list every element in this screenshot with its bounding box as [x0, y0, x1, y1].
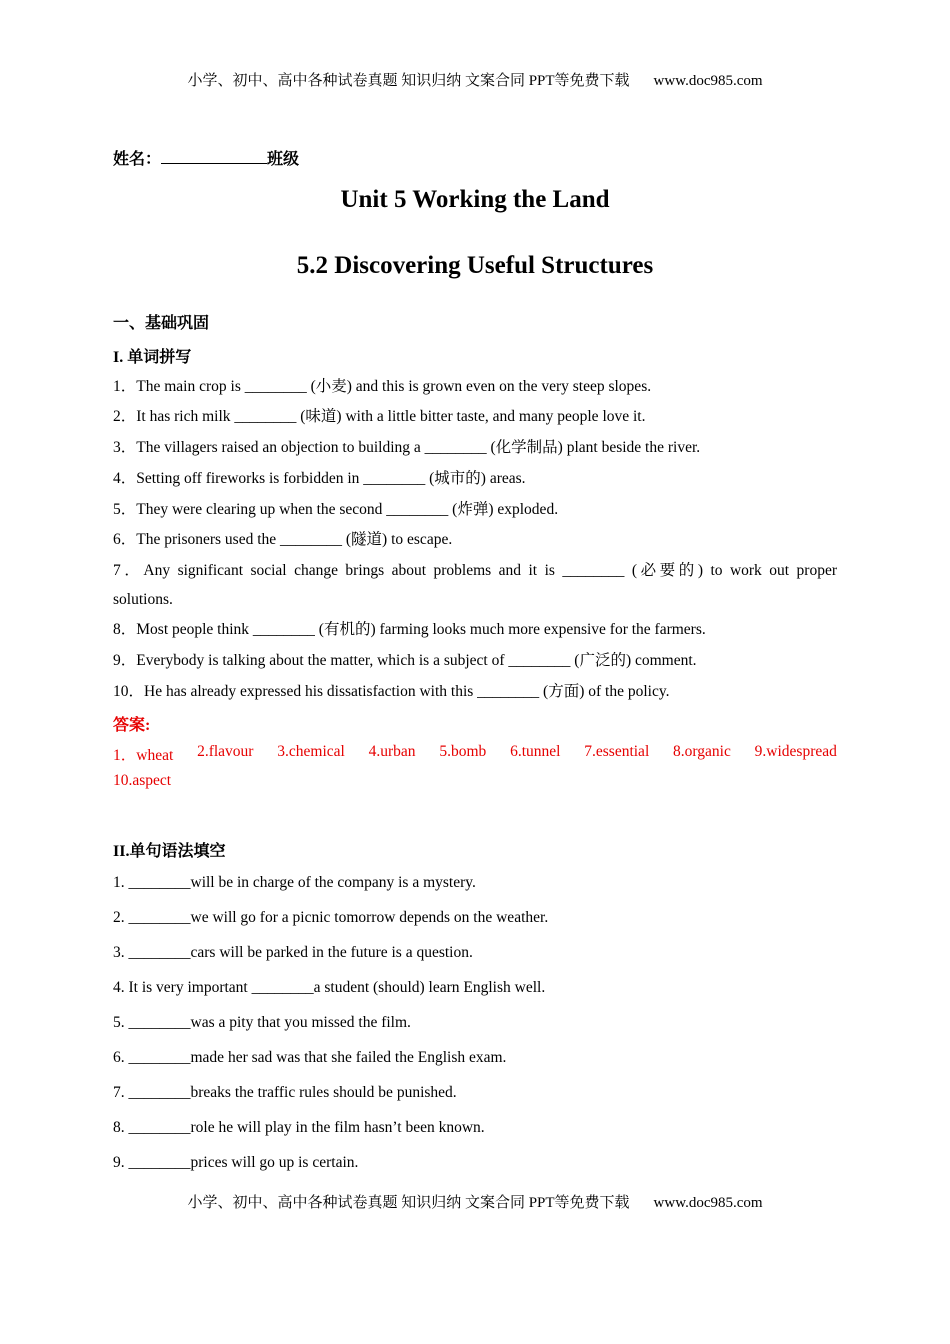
- question-item: 9．Everybody is talking about the matter, which is a subject of ________ (广泛的) comment.: [113, 652, 697, 669]
- question-item: 8．Most people think ________ (有机的) farming looks much more expensive for the farmers.: [113, 621, 706, 638]
- section-heading: 一、基础巩固: [113, 315, 210, 332]
- answer-item: 5.bomb: [439, 743, 487, 760]
- name-class-line: [113, 146, 837, 169]
- answer-item: 7.essential: [584, 743, 650, 760]
- unit-title: Unit 5 Working the Land: [340, 186, 610, 213]
- question-item: 1．The main crop is ________ (小麦) and this is grown even on the very steep slopes.: [113, 378, 652, 395]
- header-site: www.doc985.com: [653, 73, 763, 89]
- answer-item: 2.flavour: [197, 743, 254, 760]
- answer-item: 8.organic: [673, 743, 731, 760]
- question-item: 2．It has rich milk ________ (味道) with a little bitter taste, and many people love it.: [113, 408, 646, 425]
- answer-list: [113, 743, 837, 765]
- footer-text: 小学、初中、高中各种试卷真题 知识归纳 文案合同 PPT等免费下载: [187, 1195, 630, 1211]
- header-text: 小学、初中、高中各种试卷真题 知识归纳 文案合同 PPT等免费下载: [187, 73, 630, 89]
- question-item: 7．Any significant social change brings about problems and it is ________ (必要的) to work out proper: [113, 562, 837, 579]
- answer-item: 1．wheat: [113, 747, 174, 764]
- answer-item: 10.aspect: [113, 772, 172, 789]
- question-item: 4．Setting off fireworks is forbidden in ________ (城市的) areas.: [113, 470, 526, 487]
- answer-item: 4.urban: [368, 743, 416, 760]
- question-item-continued: solutions.: [113, 591, 173, 608]
- question-item: 3．The villagers raised an objection to building a ________ (化学制品) plant beside the river.: [113, 439, 701, 456]
- name-label: 姓名：: [113, 151, 162, 168]
- grammar-item: 3. ________cars will be parked in the future is a question.: [113, 944, 473, 961]
- part-one-heading: I. 单词拼写: [113, 349, 192, 366]
- page-footer: [0, 1191, 950, 1212]
- answer-item: 9.widespread: [754, 743, 837, 760]
- question-item: 6．The prisoners used the ________ (隧道) to escape.: [113, 531, 453, 548]
- question-item: 5．They were clearing up when the second ________ (炸弹) exploded.: [113, 501, 559, 518]
- answer-item: 3.chemical: [277, 743, 345, 760]
- grammar-item: 6. ________made her sad was that she failed the English exam.: [113, 1049, 507, 1066]
- grammar-item: 4. It is very important ________a student (should) learn English well.: [113, 979, 546, 996]
- grammar-item: 9. ________prices will go up is certain.: [113, 1154, 359, 1171]
- page-header: [0, 69, 950, 90]
- question-item: 10．He has already expressed his dissatisfaction with this ________ (方面) of the policy.: [113, 683, 670, 700]
- answer-label: 答案:: [113, 717, 151, 734]
- grammar-item: 5. ________was a pity that you missed the film.: [113, 1014, 411, 1031]
- answer-item: 6.tunnel: [510, 743, 561, 760]
- grammar-item: 2. ________we will go for a picnic tomorrow depends on the weather.: [113, 909, 549, 926]
- grammar-item: 7. ________breaks the traffic rules should be punished.: [113, 1084, 457, 1101]
- lesson-title: 5.2 Discovering Useful Structures: [296, 252, 654, 279]
- grammar-item: 1. ________will be in charge of the company is a mystery.: [113, 874, 476, 891]
- class-label: 班级: [267, 151, 300, 168]
- footer-site: www.doc985.com: [653, 1195, 763, 1211]
- name-blank: [161, 149, 267, 164]
- grammar-item: 8. ________role he will play in the film hasn’t been known.: [113, 1119, 485, 1136]
- part-two-heading: II.单句语法填空: [113, 843, 226, 860]
